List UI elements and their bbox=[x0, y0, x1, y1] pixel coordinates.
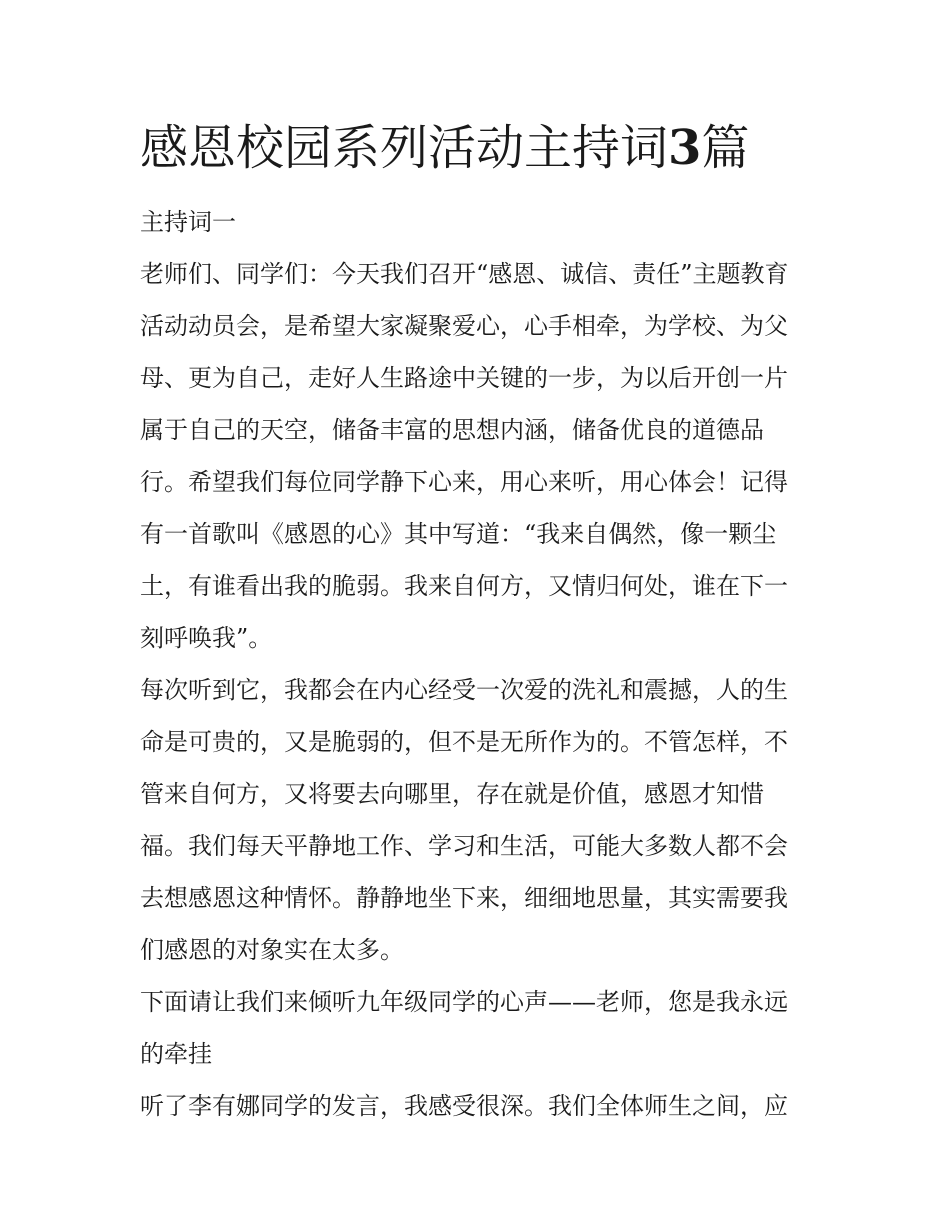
text-line: 听了李有娜同学的发言，我感受很深。我们全体师生之间，应 bbox=[140, 1092, 788, 1120]
title-number: 3 bbox=[668, 120, 702, 176]
text-line: 有一首歌叫《感恩的心》其中写道：“我来自偶然，像一颗尘 bbox=[140, 520, 777, 548]
text-line: 们感恩的对象实在太多。 bbox=[140, 936, 404, 964]
text-line: 去想感恩这种情怀。静静地坐下来，细细地思量，其实需要我 bbox=[140, 884, 788, 912]
title-suffix: 篇 bbox=[701, 120, 750, 176]
text-line: 刻呼唤我”。 bbox=[140, 624, 273, 652]
text-line: 管来自何方，又将要去向哪里，存在就是价值，感恩才知惜 bbox=[140, 780, 764, 808]
text-line: 母、更为自己，走好人生路途中关键的一步，为以后开创一片 bbox=[140, 364, 788, 392]
text-line: 行。希望我们每位同学静下心来，用心来听，用心体会！记得 bbox=[140, 468, 788, 496]
title-text: 感恩校园系列活动主持词 bbox=[140, 120, 669, 176]
text-line: 下面请让我们来倾听九年级同学的心声——老师，您是我永远 bbox=[140, 988, 788, 1016]
text-line: 命是可贵的，又是脆弱的，但不是无所作为的。不管怎样，不 bbox=[140, 728, 788, 756]
document-body bbox=[140, 196, 820, 1132]
text-line: 活动动员会，是希望大家凝聚爱心，心手相牵，为学校、为父 bbox=[140, 312, 788, 340]
document-title bbox=[140, 116, 840, 180]
text-line: 每次听到它，我都会在内心经受一次爱的洗礼和震撼，人的生 bbox=[140, 676, 788, 704]
text-line: 属于自己的天空，储备丰富的思想内涵，储备优良的道德品 bbox=[140, 416, 764, 444]
text-line: 土，有谁看出我的脆弱。我来自何方，又情归何处，谁在下一 bbox=[140, 572, 788, 600]
text-line: 福。我们每天平静地工作、学习和生活，可能大多数人都不会 bbox=[140, 832, 788, 860]
text-line: 老师们、同学们：今天我们召开“感恩、诚信、责任”主题教育 bbox=[140, 260, 789, 288]
section-heading: 主持词一 bbox=[140, 208, 236, 236]
text-line: 的牵挂 bbox=[140, 1040, 212, 1068]
